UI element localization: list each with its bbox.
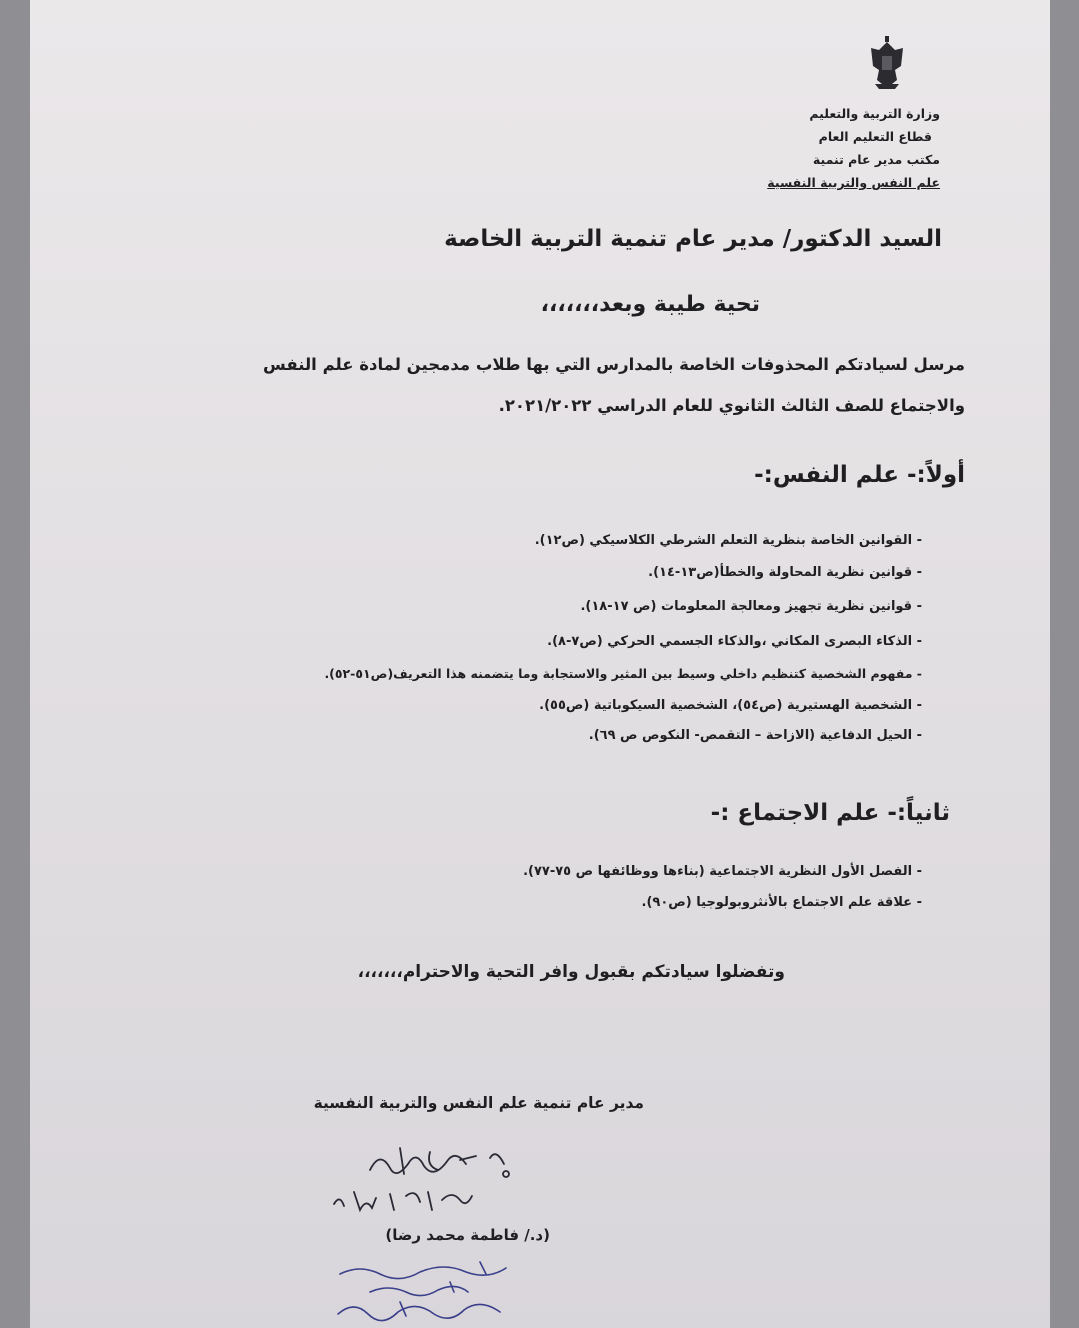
section-psychology-title: أولاً:- علم النفس:- (754, 462, 965, 488)
greeting: تحية طيبة وبعد،،،،،،، (540, 292, 760, 317)
closing-line: وتفضلوا سيادتكم بقبول وافر التحية والاحترام،،،،،،، (357, 962, 785, 982)
handwritten-signature (310, 1140, 540, 1220)
letter-page (30, 0, 1050, 1328)
list-item: - الذكاء البصرى المكاني ،والذكاء الجسمي الحركي (ص٧-٨). (547, 634, 922, 649)
list-item: - قوانين نظرية تجهيز ومعالجة المعلومات (ص ١٧-١٨). (580, 599, 922, 614)
intro-line-1: مرسل لسيادتكم المحذوفات الخاصة بالمدارس التي بها طلاب مدمجين لمادة علم النفس (263, 355, 965, 374)
sector-name: قطاع التعليم العام (818, 129, 932, 144)
office-name: مكتب مدير عام تنمية (812, 152, 940, 167)
official-stamp (330, 1252, 540, 1328)
list-item: - قوانين نظرية المحاولة والخطأ(ص١٣-١٤). (648, 565, 922, 580)
list-item: - الفصل الأول النظرية الاجتماعية (بناءها ووظائفها ص ٧٥-٧٧). (523, 864, 922, 879)
intro-line-2: والاجتماع للصف الثالث الثانوي للعام الدراسي ٢٠٢١/٢٠٢٢. (498, 396, 965, 415)
department-name: علم النفس والتربية النفسية (767, 175, 940, 190)
signatory-name: (د./ فاطمة محمد رضا) (385, 1226, 550, 1244)
director-title: مدير عام تنمية علم النفس والتربية النفسية (313, 1094, 644, 1112)
list-item: - القوانين الخاصة بنظرية التعلم الشرطي الكلاسيكي (ص١٢). (534, 533, 922, 548)
addressee: السيد الدكتور/ مدير عام تنمية التربية الخاصة (444, 226, 942, 252)
list-item: - مفهوم الشخصية كتنظيم داخلي وسيط بين المثير والاستجابة وما يتضمنه هذا التعريف(ص٥١-٥٢). (324, 666, 922, 681)
section-sociology-title: ثانياً:- علم الاجتماع :- (710, 800, 950, 826)
eagle-emblem-icon (865, 36, 909, 90)
list-item: - الشخصية الهستيرية (ص٥٤)، الشخصية السيكوباتية (ص٥٥). (539, 698, 922, 713)
list-item: - الحيل الدفاعية (الازاحة – التقمص- النكوص ص ٦٩). (588, 728, 922, 743)
list-item: - علاقة علم الاجتماع بالأنثروبولوجيا (ص٩٠). (641, 895, 922, 910)
ministry-name: وزارة التربية والتعليم (809, 106, 940, 121)
